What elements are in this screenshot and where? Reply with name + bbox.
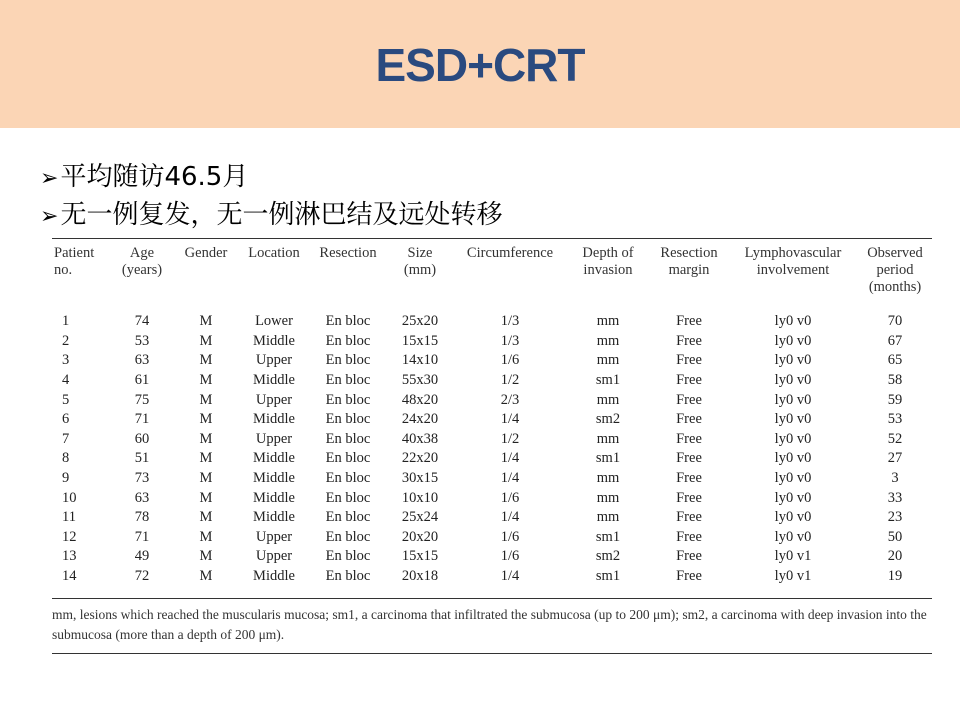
table-cell: 22x20 — [401, 450, 439, 467]
table-cell: mm — [596, 430, 620, 447]
table-cell: 58 — [887, 372, 903, 389]
table-cell: 1/4 — [500, 568, 520, 585]
table-cell: 23 — [887, 509, 903, 526]
table-cell: Free — [676, 391, 702, 408]
table-cell: Free — [676, 450, 702, 467]
table-cell: sm1 — [595, 568, 621, 585]
bullet-item — [40, 158, 502, 196]
table-cell: mm — [596, 470, 620, 487]
table-cell: M — [199, 470, 213, 487]
table-row — [52, 430, 932, 450]
table-cell: 1/6 — [500, 528, 520, 545]
table-cell: mm — [596, 489, 620, 506]
table-cell: 1/4 — [500, 411, 520, 428]
table-cell: En bloc — [325, 450, 371, 467]
table-cell: 14x10 — [401, 352, 439, 369]
table-cell: Free — [676, 548, 702, 565]
column-header-line: involvement — [756, 262, 830, 278]
table-cell: 7 — [62, 430, 70, 447]
table-cell: Free — [676, 568, 702, 585]
table-cell: En bloc — [325, 568, 371, 585]
table-cell: 33 — [887, 489, 903, 506]
column-header — [386, 239, 454, 302]
column-header-line: Resection — [319, 245, 377, 261]
table-cell: 61 — [134, 372, 150, 389]
table-cell: 78 — [134, 509, 150, 526]
table-cell: sm1 — [595, 450, 621, 467]
table-cell: ly0 v0 — [774, 430, 812, 447]
table-cell: ly0 v0 — [774, 509, 812, 526]
table-cell: Upper — [255, 548, 293, 565]
column-header-line: Age — [129, 245, 155, 261]
table-cell: 20 — [887, 548, 903, 565]
column-header — [110, 239, 174, 302]
table-cell: 1/4 — [500, 509, 520, 526]
table-cell: En bloc — [325, 528, 371, 545]
table-cell: Free — [676, 332, 702, 349]
table-cell: En bloc — [325, 332, 371, 349]
table-cell: 60 — [134, 430, 150, 447]
table-cell: Free — [676, 352, 702, 369]
table-row — [52, 508, 932, 528]
column-header — [566, 239, 650, 302]
table-cell: 48x20 — [401, 391, 439, 408]
column-header-line: Lymphovascular — [744, 245, 842, 261]
table-spacer-row — [52, 586, 932, 598]
column-header — [650, 239, 728, 302]
table-cell: Upper — [255, 528, 293, 545]
table-cell: M — [199, 568, 213, 585]
table-cell: 63 — [134, 352, 150, 369]
table-cell: 72 — [134, 568, 150, 585]
column-header-line: no. — [54, 262, 73, 278]
table-cell: En bloc — [325, 430, 371, 447]
table-cell: 55x30 — [401, 372, 439, 389]
column-header — [310, 239, 386, 302]
table-cell: ly0 v1 — [774, 568, 812, 585]
table-cell: Upper — [255, 352, 293, 369]
table-cell: ly0 v0 — [774, 372, 812, 389]
column-header-line: Size — [407, 245, 433, 261]
table-cell: 15x15 — [401, 332, 439, 349]
table-cell: En bloc — [325, 372, 371, 389]
table-cell: 52 — [887, 430, 903, 447]
table-cell: M — [199, 372, 213, 389]
table-cell: En bloc — [325, 548, 371, 565]
arrow-bullet-icon: ➢ — [40, 166, 59, 191]
table-cell: 19 — [887, 568, 903, 585]
table-cell: M — [199, 450, 213, 467]
table-row — [52, 449, 932, 469]
column-header-line: Observed — [867, 245, 923, 261]
column-header — [728, 239, 858, 302]
table-cell: 3 — [891, 470, 899, 487]
footnote-bottom-rule — [52, 653, 932, 654]
table-cell: Upper — [255, 391, 293, 408]
table-cell: 1/6 — [500, 548, 520, 565]
table-cell: Free — [676, 489, 702, 506]
table-cell: Free — [676, 528, 702, 545]
patient-table — [52, 239, 932, 598]
table-cell: 14 — [62, 568, 77, 585]
table-cell: 10 — [62, 489, 77, 506]
table-cell: 49 — [134, 548, 150, 565]
bullet-item — [40, 196, 502, 234]
table-cell: 1/3 — [500, 313, 520, 330]
table-row — [52, 488, 932, 508]
table-cell: 30x15 — [401, 470, 439, 487]
table-cell: En bloc — [325, 352, 371, 369]
table-body — [52, 302, 932, 598]
table-cell: Middle — [253, 450, 295, 467]
column-header — [238, 239, 310, 302]
column-header-line: Gender — [184, 245, 228, 261]
table-cell: Free — [676, 411, 702, 428]
column-header-line: (mm) — [403, 262, 437, 278]
table-cell: 25x24 — [401, 509, 439, 526]
column-header-line: Location — [248, 245, 300, 261]
table-cell: 1/4 — [500, 470, 520, 487]
table-cell: ly0 v0 — [774, 450, 812, 467]
table-cell: En bloc — [325, 391, 371, 408]
table-cell: Middle — [253, 411, 295, 428]
table-cell: 63 — [134, 489, 150, 506]
table-cell: M — [199, 489, 213, 506]
table-cell: 65 — [887, 352, 903, 369]
table-cell: Middle — [253, 509, 295, 526]
column-header-line: Depth of — [582, 245, 634, 261]
table-cell: ly0 v1 — [774, 548, 812, 565]
table-cell: sm2 — [595, 548, 621, 565]
table-cell: En bloc — [325, 489, 371, 506]
table-cell: 24x20 — [401, 411, 439, 428]
table-header-row — [52, 239, 932, 302]
table-cell: ly0 v0 — [774, 391, 812, 408]
table-cell: 9 — [62, 470, 70, 487]
table-row — [52, 312, 932, 332]
table-cell: 74 — [134, 313, 150, 330]
table-cell: Lower — [255, 313, 293, 330]
table-row — [52, 332, 932, 352]
table-cell: 71 — [134, 411, 150, 428]
table-cell: En bloc — [325, 470, 371, 487]
column-header-line: Patient — [54, 245, 95, 261]
table-cell: Middle — [253, 332, 295, 349]
table-cell: sm1 — [595, 372, 621, 389]
bullet-text: 平均随访46.5月 — [60, 162, 249, 192]
table-cell: ly0 v0 — [774, 411, 812, 428]
table-cell: 75 — [134, 391, 150, 408]
table-cell: 40x38 — [401, 430, 439, 447]
table-cell: M — [199, 332, 213, 349]
column-header-line: Circumference — [466, 245, 554, 261]
table-cell: 3 — [62, 352, 70, 369]
table-cell: Free — [676, 430, 702, 447]
table-cell: 25x20 — [401, 313, 439, 330]
table-cell: 20x18 — [401, 568, 439, 585]
table-cell: 8 — [62, 450, 70, 467]
patient-table-figure — [52, 238, 932, 654]
table-cell: M — [199, 391, 213, 408]
table-cell: 20x20 — [401, 528, 439, 545]
bullet-text: 无一例复发，无一例淋巴结及远处转移 — [60, 200, 503, 230]
table-cell: 73 — [134, 470, 150, 487]
table-cell: 51 — [134, 450, 150, 467]
column-header-line: invasion — [583, 262, 633, 278]
column-header — [52, 239, 110, 302]
table-cell: M — [199, 528, 213, 545]
column-header-line: period — [876, 262, 914, 278]
table-cell: Free — [676, 372, 702, 389]
table-cell: ly0 v0 — [774, 470, 812, 487]
title-banner — [0, 0, 960, 128]
spacer-cell — [52, 586, 932, 598]
column-header — [174, 239, 238, 302]
table-cell: 1/2 — [500, 430, 520, 447]
table-cell: 13 — [62, 548, 77, 565]
table-cell: Free — [676, 313, 702, 330]
table-cell: 59 — [887, 391, 903, 408]
table-cell: ly0 v0 — [774, 313, 812, 330]
table-cell: 6 — [62, 411, 70, 428]
table-cell: 12 — [62, 528, 77, 545]
table-row — [52, 469, 932, 489]
table-cell: 53 — [887, 411, 903, 428]
spacer-cell — [52, 302, 932, 312]
table-footnote: mm, lesions which reached the muscularis mucosa; sm1, a carcinoma that infiltrated the submucosa (up to 200 μm); sm2, a carcinoma with deep invasion into the submucosa (more than a depth of 200 μm). — [52, 607, 927, 643]
table-row — [52, 351, 932, 371]
table-cell: ly0 v0 — [774, 528, 812, 545]
column-header — [454, 239, 566, 302]
table-cell: sm1 — [595, 528, 621, 545]
table-cell: ly0 v0 — [774, 332, 812, 349]
table-cell: 11 — [62, 509, 76, 526]
table-cell: Middle — [253, 470, 295, 487]
table-cell: M — [199, 548, 213, 565]
table-cell: 2 — [62, 332, 70, 349]
table-cell: 67 — [887, 332, 903, 349]
column-header-line: (years) — [121, 262, 163, 278]
bullet-list — [40, 158, 502, 234]
table-cell: 1/4 — [500, 450, 520, 467]
table-cell: En bloc — [325, 313, 371, 330]
table-cell: 71 — [134, 528, 150, 545]
table-cell: M — [199, 313, 213, 330]
table-cell: 2/3 — [500, 391, 520, 408]
table-cell: En bloc — [325, 509, 371, 526]
table-cell: 1/6 — [500, 352, 520, 369]
column-header-line: margin — [668, 262, 710, 278]
table-row — [52, 390, 932, 410]
table-cell: Middle — [253, 489, 295, 506]
table-cell: En bloc — [325, 411, 371, 428]
table-cell: Free — [676, 470, 702, 487]
table-cell: 50 — [887, 528, 903, 545]
table-cell: 27 — [887, 450, 903, 467]
table-cell: 1/3 — [500, 332, 520, 349]
table-cell: mm — [596, 509, 620, 526]
table-cell: Upper — [255, 430, 293, 447]
table-cell: 15x15 — [401, 548, 439, 565]
slide-title: ESD+CRT — [375, 39, 585, 91]
table-cell: mm — [596, 332, 620, 349]
column-header-line: Resection — [660, 245, 718, 261]
table-cell: sm2 — [595, 411, 621, 428]
table-row — [52, 371, 932, 391]
table-cell: 10x10 — [401, 489, 439, 506]
column-header-line: (months) — [868, 279, 922, 295]
table-cell: ly0 v0 — [774, 352, 812, 369]
table-row — [52, 567, 932, 587]
table-cell: Middle — [253, 372, 295, 389]
table-spacer-row — [52, 302, 932, 312]
table-cell: 53 — [134, 332, 150, 349]
table-row — [52, 528, 932, 548]
table-cell: Free — [676, 509, 702, 526]
table-row — [52, 547, 932, 567]
table-cell: Middle — [253, 568, 295, 585]
table-cell: 5 — [62, 391, 70, 408]
table-cell: 1/6 — [500, 489, 520, 506]
table-cell: ly0 v0 — [774, 489, 812, 506]
table-cell: 70 — [887, 313, 903, 330]
table-cell: M — [199, 430, 213, 447]
table-cell: M — [199, 411, 213, 428]
column-header — [858, 239, 932, 302]
table-cell: 1 — [62, 313, 70, 330]
table-cell: mm — [596, 391, 620, 408]
table-row — [52, 410, 932, 430]
table-cell: mm — [596, 313, 620, 330]
table-cell: 1/2 — [500, 372, 520, 389]
table-cell: mm — [596, 352, 620, 369]
arrow-bullet-icon: ➢ — [40, 204, 59, 229]
table-cell: 4 — [62, 372, 70, 389]
table-cell: M — [199, 352, 213, 369]
table-cell: M — [199, 509, 213, 526]
